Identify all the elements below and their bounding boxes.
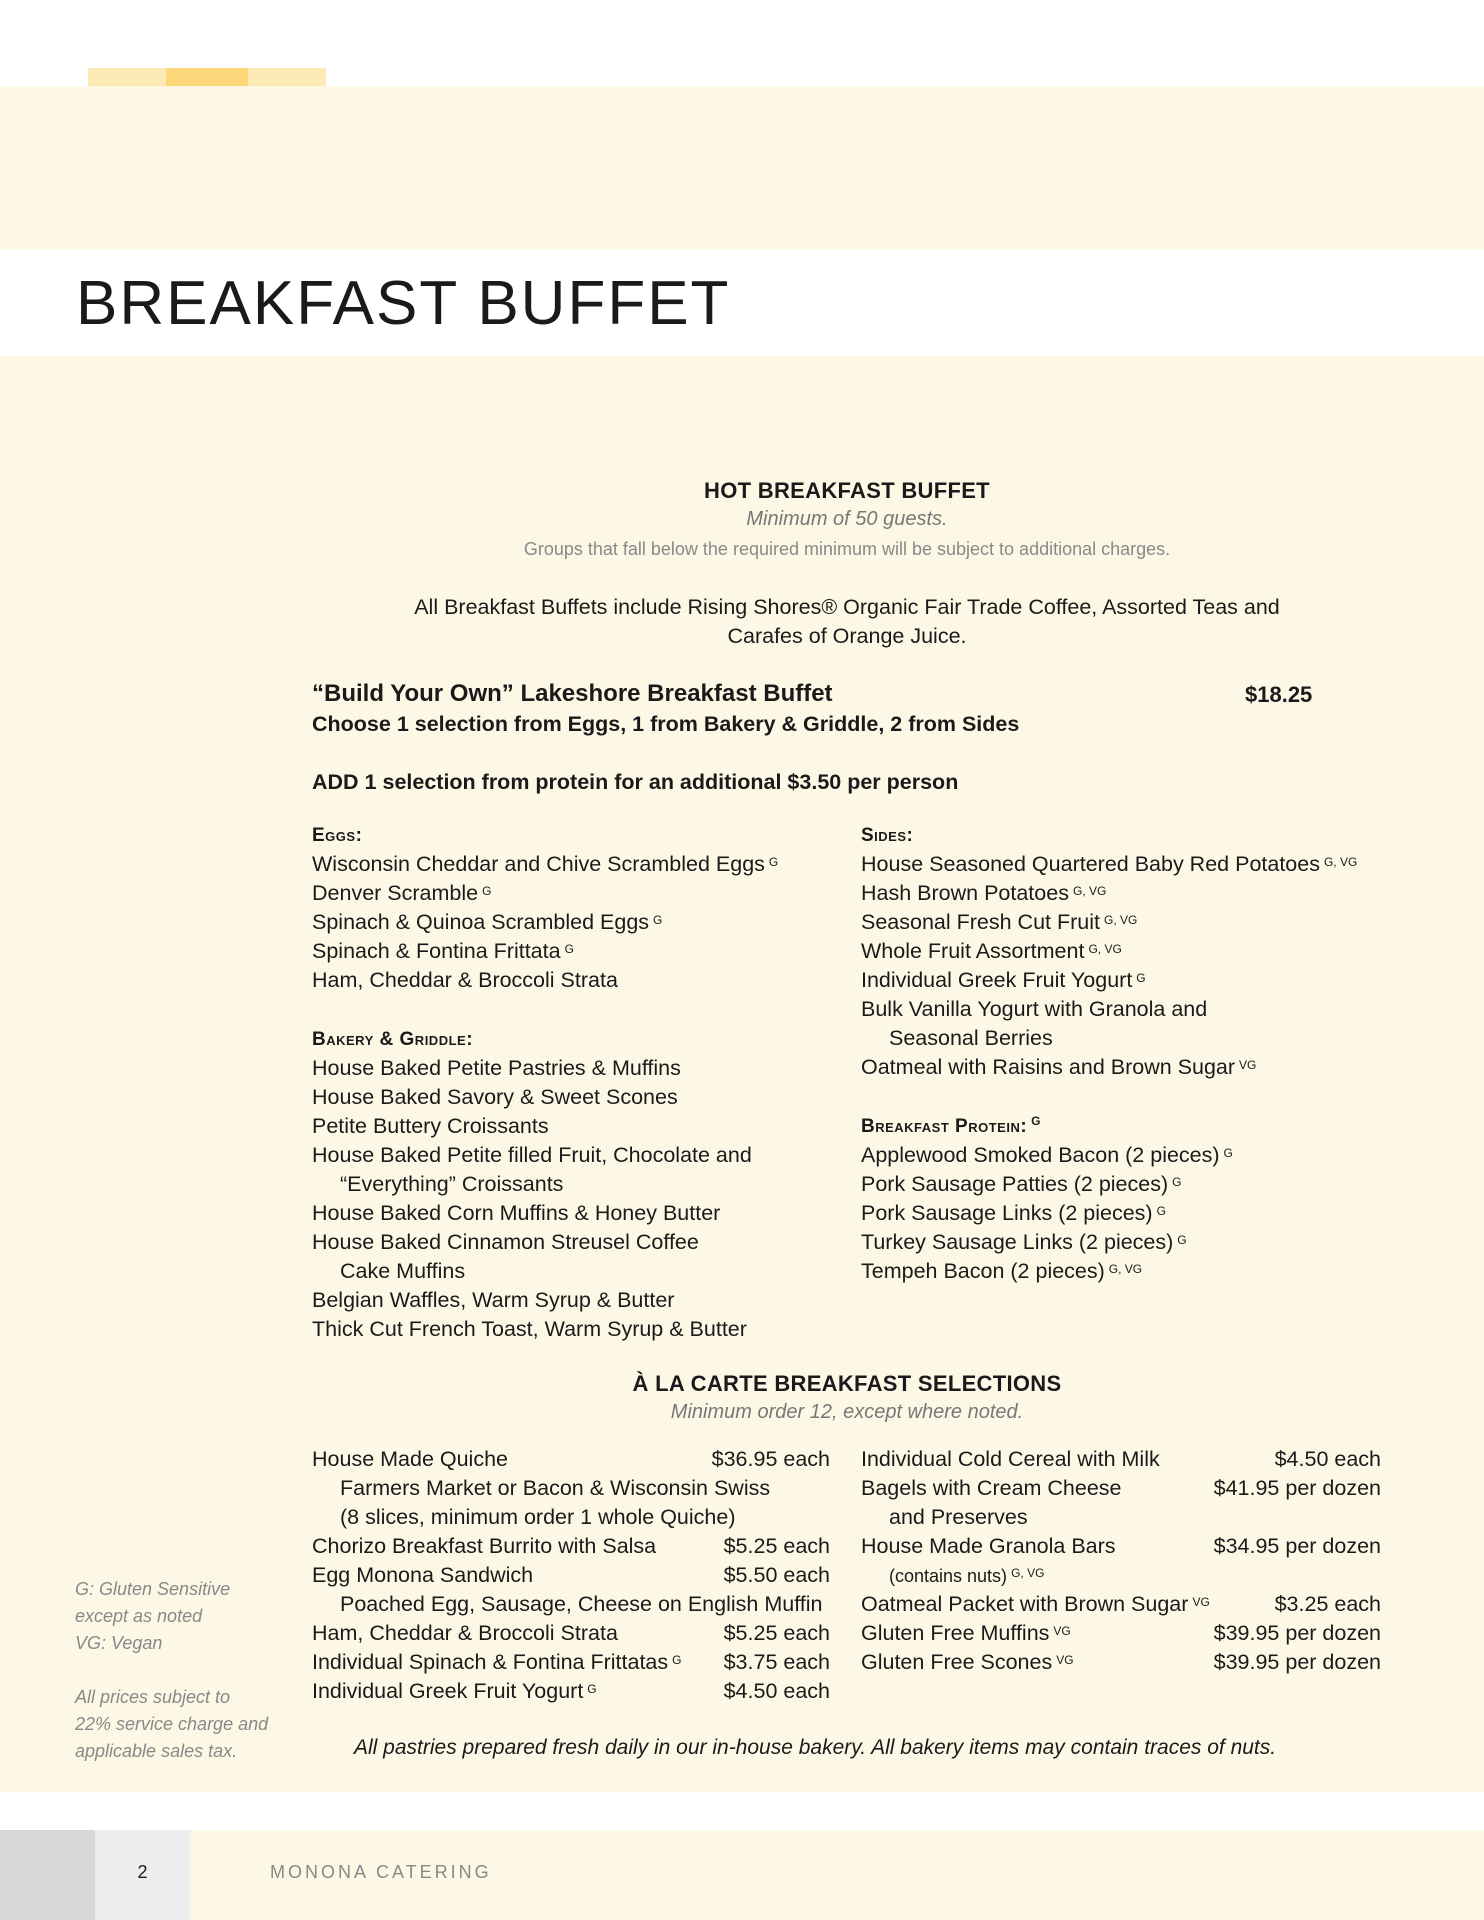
diet-tag: G [1156, 1204, 1166, 1218]
alacarte-item-name: Egg Monona Sandwich [312, 1563, 534, 1587]
protein-list [861, 1141, 1233, 1286]
alacarte-item-price: $3.75 each [723, 1650, 830, 1674]
menu-item-name: Whole Fruit Assortment [861, 939, 1085, 963]
alacarte-item-price: $5.25 each [723, 1534, 830, 1558]
menu-item [861, 1170, 1233, 1199]
menu-item-name: Applewood Smoked Bacon (2 pieces) [861, 1143, 1220, 1167]
alacarte-item [312, 1561, 533, 1590]
alacarte-item-name: (8 slices, minimum order 1 whole Quiche) [340, 1505, 736, 1529]
header-band [0, 86, 1484, 250]
protein-heading-tag: G [1031, 1114, 1042, 1128]
menu-item [312, 1054, 752, 1083]
page-footer [0, 1830, 1484, 1920]
bakery-list [312, 1054, 752, 1344]
alacarte-item [312, 1677, 597, 1706]
diet-tag: G, VG [1108, 1262, 1143, 1276]
menu-item-name: House Baked Corn Muffins & Honey Butter [312, 1201, 721, 1225]
diet-tag: VG [1056, 1653, 1074, 1667]
menu-item [861, 1257, 1233, 1286]
menu-item-name: Wisconsin Cheddar and Chive Scrambled Eggs [312, 852, 765, 876]
includes-line-1: All Breakfast Buffets include Rising Shores® Organic Fair Trade Coffee, Assorted Teas and [414, 595, 1280, 619]
menu-item-name: Denver Scramble [312, 881, 479, 905]
alacarte-item-name: (contains nuts) [889, 1566, 1008, 1586]
menu-item [312, 966, 778, 995]
menu-item-name: Pork Sausage Patties (2 pieces) [861, 1172, 1169, 1196]
bakery-heading: Bakery & Griddle: [312, 1029, 474, 1050]
alacarte-item-price: $4.50 each [1274, 1447, 1381, 1471]
menu-item-name: House Baked Petite Pastries & Muffins [312, 1056, 681, 1080]
menu-item [861, 937, 1357, 966]
menu-item [861, 908, 1357, 937]
diet-tag: G [1172, 1175, 1182, 1189]
menu-item-name: House Baked Savory & Sweet Scones [312, 1085, 678, 1109]
alacarte-item-price: $39.95 per dozen [1213, 1650, 1381, 1674]
menu-item [861, 966, 1357, 995]
legend-gluten: G: Gluten Sensitive [75, 1579, 231, 1599]
menu-item-name: Seasonal Berries [889, 1026, 1053, 1050]
pricing-note-1: All prices subject to [75, 1687, 231, 1707]
menu-item-name: Hash Brown Potatoes [861, 881, 1069, 905]
menu-item [312, 1315, 752, 1344]
sides-heading: Sides: [861, 825, 914, 846]
alacarte-item [889, 1503, 1028, 1532]
diet-tag: G [587, 1682, 597, 1696]
menu-item-name: Individual Greek Fruit Yogurt [861, 968, 1133, 992]
alacarte-item [861, 1445, 1160, 1474]
page-number: 2 [137, 1862, 148, 1882]
protein-heading-label: Breakfast Protein: [861, 1116, 1028, 1137]
alacarte-item [861, 1619, 1071, 1648]
alacarte-item [312, 1619, 618, 1648]
alacarte-item-name: Individual Spinach & Fontina Frittatas [312, 1650, 669, 1674]
menu-item [861, 879, 1357, 908]
diet-tag: VG [1239, 1058, 1257, 1072]
alacarte-item [340, 1590, 823, 1619]
eggs-list [312, 850, 778, 995]
alacarte-item-name: Ham, Cheddar & Broccoli Strata [312, 1621, 618, 1645]
alacarte-item-price: $5.50 each [723, 1563, 830, 1587]
diet-tag: G [564, 942, 574, 956]
alacarte-item [312, 1445, 508, 1474]
diet-tag: G [653, 913, 663, 927]
diet-tag: G [1136, 971, 1146, 985]
alacarte-item [340, 1503, 736, 1532]
menu-item-name: Cake Muffins [340, 1259, 466, 1283]
alacarte-item [889, 1561, 1044, 1591]
accent-bar [248, 68, 326, 86]
menu-item-name: House Baked Cinnamon Streusel Coffee [312, 1230, 699, 1254]
sides-list [861, 850, 1357, 1082]
diet-tag: G, VG [1323, 855, 1358, 869]
menu-item-name: Belgian Waffles, Warm Syrup & Butter [312, 1288, 675, 1312]
menu-item [861, 1228, 1233, 1257]
diet-tag: G [768, 855, 779, 869]
alacarte-item [861, 1532, 1116, 1561]
bakery-disclaimer: All pastries prepared fresh daily in our in-house bakery. All bakery items may contain traces of nuts. [354, 1736, 1277, 1759]
menu-item [312, 1141, 752, 1170]
menu-item-name: House Seasoned Quartered Baby Red Potatoes [861, 852, 1320, 876]
minimum-charge-note: Groups that fall below the required minimum will be subject to additional charges. [523, 539, 1171, 559]
alacarte-item-name: Gluten Free Muffins [861, 1621, 1050, 1645]
menu-item [312, 1112, 752, 1141]
menu-item [312, 908, 778, 937]
buffet-price: $18.25 [1245, 682, 1313, 707]
menu-item [312, 1170, 752, 1199]
alacarte-item-price: $5.25 each [723, 1621, 830, 1645]
menu-item [861, 1053, 1357, 1082]
buffet-name: “Build Your Own” Lakeshore Breakfast Buffet [312, 680, 833, 707]
footer-brand: MONONA CATERING [270, 1862, 492, 1882]
menu-item [312, 1286, 752, 1315]
minimum-guests-note: Minimum of 50 guests. [746, 508, 948, 530]
page-title: BREAKFAST BUFFET [76, 269, 731, 338]
alacarte-item [312, 1532, 656, 1561]
pricing-note-3: applicable sales tax. [75, 1741, 238, 1761]
menu-item-name: Bulk Vanilla Yogurt with Granola and [861, 997, 1208, 1021]
menu-item-name: House Baked Petite filled Fruit, Chocolate and [312, 1143, 752, 1167]
diet-tag: G [1177, 1233, 1187, 1247]
alacarte-item [312, 1648, 681, 1677]
alacarte-item-price: $4.50 each [723, 1679, 830, 1703]
diet-tag: G, VG [1104, 913, 1138, 927]
alacarte-item-name: and Preserves [889, 1505, 1028, 1529]
alacarte-item-name: House Made Granola Bars [861, 1534, 1116, 1558]
alacarte-item-price: $39.95 per dozen [1213, 1621, 1381, 1645]
alacarte-item-name: Chorizo Breakfast Burrito with Salsa [312, 1534, 657, 1558]
menu-item [861, 995, 1357, 1024]
alacarte-item [861, 1590, 1210, 1619]
footer-block [0, 1830, 95, 1920]
alacarte-item-name: Poached Egg, Sausage, Cheese on English Muffin [340, 1592, 823, 1616]
diet-tag: G, VG [1011, 1566, 1045, 1580]
alacarte-item-price: $36.95 each [711, 1447, 830, 1471]
menu-item-name: Ham, Cheddar & Broccoli Strata [312, 968, 618, 992]
diet-tag: VG [1053, 1624, 1071, 1638]
section-title-alacarte: À LA CARTE BREAKFAST SELECTIONS [632, 1371, 1062, 1396]
menu-item [312, 1228, 752, 1257]
menu-item [861, 1024, 1357, 1053]
menu-item [312, 850, 778, 879]
diet-tag: G [1223, 1146, 1233, 1160]
menu-item-name: “Everything” Croissants [340, 1172, 564, 1196]
alacarte-item-name: Individual Cold Cereal with Milk [861, 1447, 1160, 1471]
menu-item [861, 1199, 1233, 1228]
alacarte-item-name: Oatmeal Packet with Brown Sugar [861, 1592, 1189, 1616]
alacarte-item-price: $41.95 per dozen [1213, 1476, 1381, 1500]
accent-bar [166, 68, 248, 86]
diet-tag: G [482, 884, 492, 898]
alacarte-item-name: Individual Greek Fruit Yogurt [312, 1679, 584, 1703]
diet-tag: VG [1192, 1595, 1210, 1609]
menu-item [312, 1083, 752, 1112]
menu-item-name: Seasonal Fresh Cut Fruit [861, 910, 1100, 934]
menu-item-name: Spinach & Quinoa Scrambled Eggs [312, 910, 650, 934]
legend-gluten-exception: except as noted [75, 1606, 203, 1626]
legend-vegan: VG: Vegan [75, 1633, 163, 1653]
protein-heading [861, 1116, 1041, 1138]
alacarte-item-name: House Made Quiche [312, 1447, 508, 1471]
alacarte-item-name: Farmers Market or Bacon & Wisconsin Swiss [340, 1476, 771, 1500]
menu-item-name: Thick Cut French Toast, Warm Syrup & Butter [312, 1317, 747, 1341]
add-protein-note: ADD 1 selection from protein for an additional $3.50 per person [312, 770, 959, 794]
pricing-note-2: 22% service charge and [75, 1714, 269, 1734]
alacarte-item-price: $34.95 per dozen [1213, 1534, 1381, 1558]
menu-item-name: Pork Sausage Links (2 pieces) [861, 1201, 1153, 1225]
menu-item [312, 879, 778, 908]
alacarte-item-name: Bagels with Cream Cheese [861, 1476, 1122, 1500]
section-title-hot-buffet: HOT BREAKFAST BUFFET [704, 478, 990, 503]
alacarte-item [861, 1648, 1074, 1677]
menu-item [312, 1257, 752, 1286]
includes-line-2: Carafes of Orange Juice. [727, 624, 967, 648]
menu-item [312, 1199, 752, 1228]
diet-tag: G, VG [1088, 942, 1122, 956]
alacarte-minimum-note: Minimum order 12, except where noted. [670, 1401, 1024, 1423]
eggs-heading: Eggs: [312, 825, 363, 846]
menu-item-name: Petite Buttery Croissants [312, 1114, 549, 1138]
accent-bar [88, 68, 166, 86]
choose-instructions: Choose 1 selection from Eggs, 1 from Bakery & Griddle, 2 from Sides [312, 712, 1020, 736]
diet-tag: G, VG [1072, 884, 1107, 898]
menu-item [861, 1141, 1233, 1170]
alacarte-item [340, 1474, 770, 1503]
menu-item-name: Tempeh Bacon (2 pieces) [861, 1259, 1105, 1283]
menu-item-name: Oatmeal with Raisins and Brown Sugar [861, 1055, 1236, 1079]
alacarte-item-name: Gluten Free Scones [861, 1650, 1053, 1674]
menu-item [861, 850, 1357, 879]
alacarte-item-price: $3.25 each [1274, 1592, 1381, 1616]
menu-item-name: Turkey Sausage Links (2 pieces) [861, 1230, 1174, 1254]
menu-item-name: Spinach & Fontina Frittata [312, 939, 561, 963]
alacarte-item [861, 1474, 1122, 1503]
diet-tag: G [672, 1653, 682, 1667]
menu-item [312, 937, 778, 966]
